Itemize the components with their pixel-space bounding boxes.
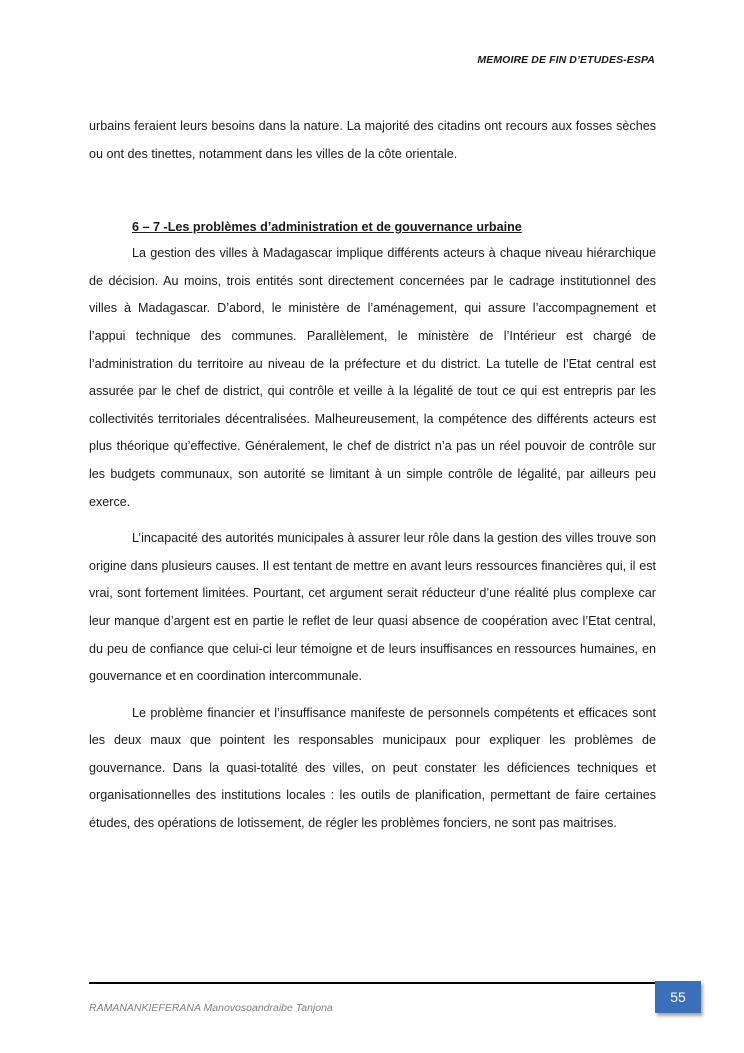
page-number: 55 (670, 989, 686, 1005)
paragraph-financial-problem: Le problème financier et l’insuffisance manifeste de personnels compétents et efficaces sont les deux maux que pointent les responsables municipaux pour expliquer les problèmes de gouvernance. Dans la quasi-totalité des villes, on peut constater les déficiences techniques et organisationnelles des institutions locales : les outils de planification, permettant de faire certaines études, des opérations de lotissement, de régler les problèmes fonciers, ne sont pas maitrises. (89, 705, 656, 831)
spacer (89, 516, 656, 525)
intro-paragraph: urbains feraient leurs besoins dans la nature. La majorité des citadins ont recours aux fosses sèches ou ont des tinettes, notamment dans les villes de la côte orientale. (89, 119, 656, 161)
page-number-badge (655, 981, 701, 1013)
paragraph-administration: La gestion des villes à Madagascar implique différents acteurs à chaque niveau hiérarchique de décision. Au moins, trois entités sont directement concernées par le cadrage institutionnel des villes à Madagascar. D’abord, le ministère de l’aménagement, qui assure l’accompagnement et l’appui technique des communes. Parallèlement, le ministère de l’Intérieur est chargé de l’administration du territoire au niveau de la préfecture et du district. La tutelle de l’Etat central est assurée par le chef de district, qui contrôle et veille à la légalité de tout ce qui est entrepris par les collectivités territoriales décentralisées. Malheureusement, la compétence des différents acteurs est plus théorique qu’effective. Généralement, le chef de district n’a pas un réel pouvoir de contrôle sur les budgets communaux, son autorité se limitant à un simple contrôle de légalité, par ailleurs peu exerce. (89, 246, 656, 509)
spacer (89, 168, 656, 214)
running-header: MEMOIRE DE FIN D’ETUDES-ESPA (477, 54, 655, 66)
footer-author: RAMANANKIEFERANA Manovosoandraibe Tanjona (89, 1002, 333, 1014)
section-title: 6 – 7 -Les problèmes d’administration et de gouvernance urbaine (132, 220, 522, 235)
footer-divider (89, 982, 674, 984)
page-body (89, 113, 656, 838)
paragraph-municipal-incapacity: L’incapacité des autorités municipales à assurer leur rôle dans la gestion des villes trouve son origine dans plusieurs causes. Il est tentant de mettre en avant leurs ressources financières qui, il est vrai, sont fortement limitées. Pourtant, cet argument serait réducteur d’une réalité plus complexe car leur manque d’argent est en partie le reflet de leur quasi absence de coopération avec l’Etat central, du peu de confiance que celui-ci leur témoigne et de leurs insuffisances en ressources humaines, en gouvernance et en coordination intercommunale. (89, 531, 656, 684)
spacer (89, 691, 656, 700)
